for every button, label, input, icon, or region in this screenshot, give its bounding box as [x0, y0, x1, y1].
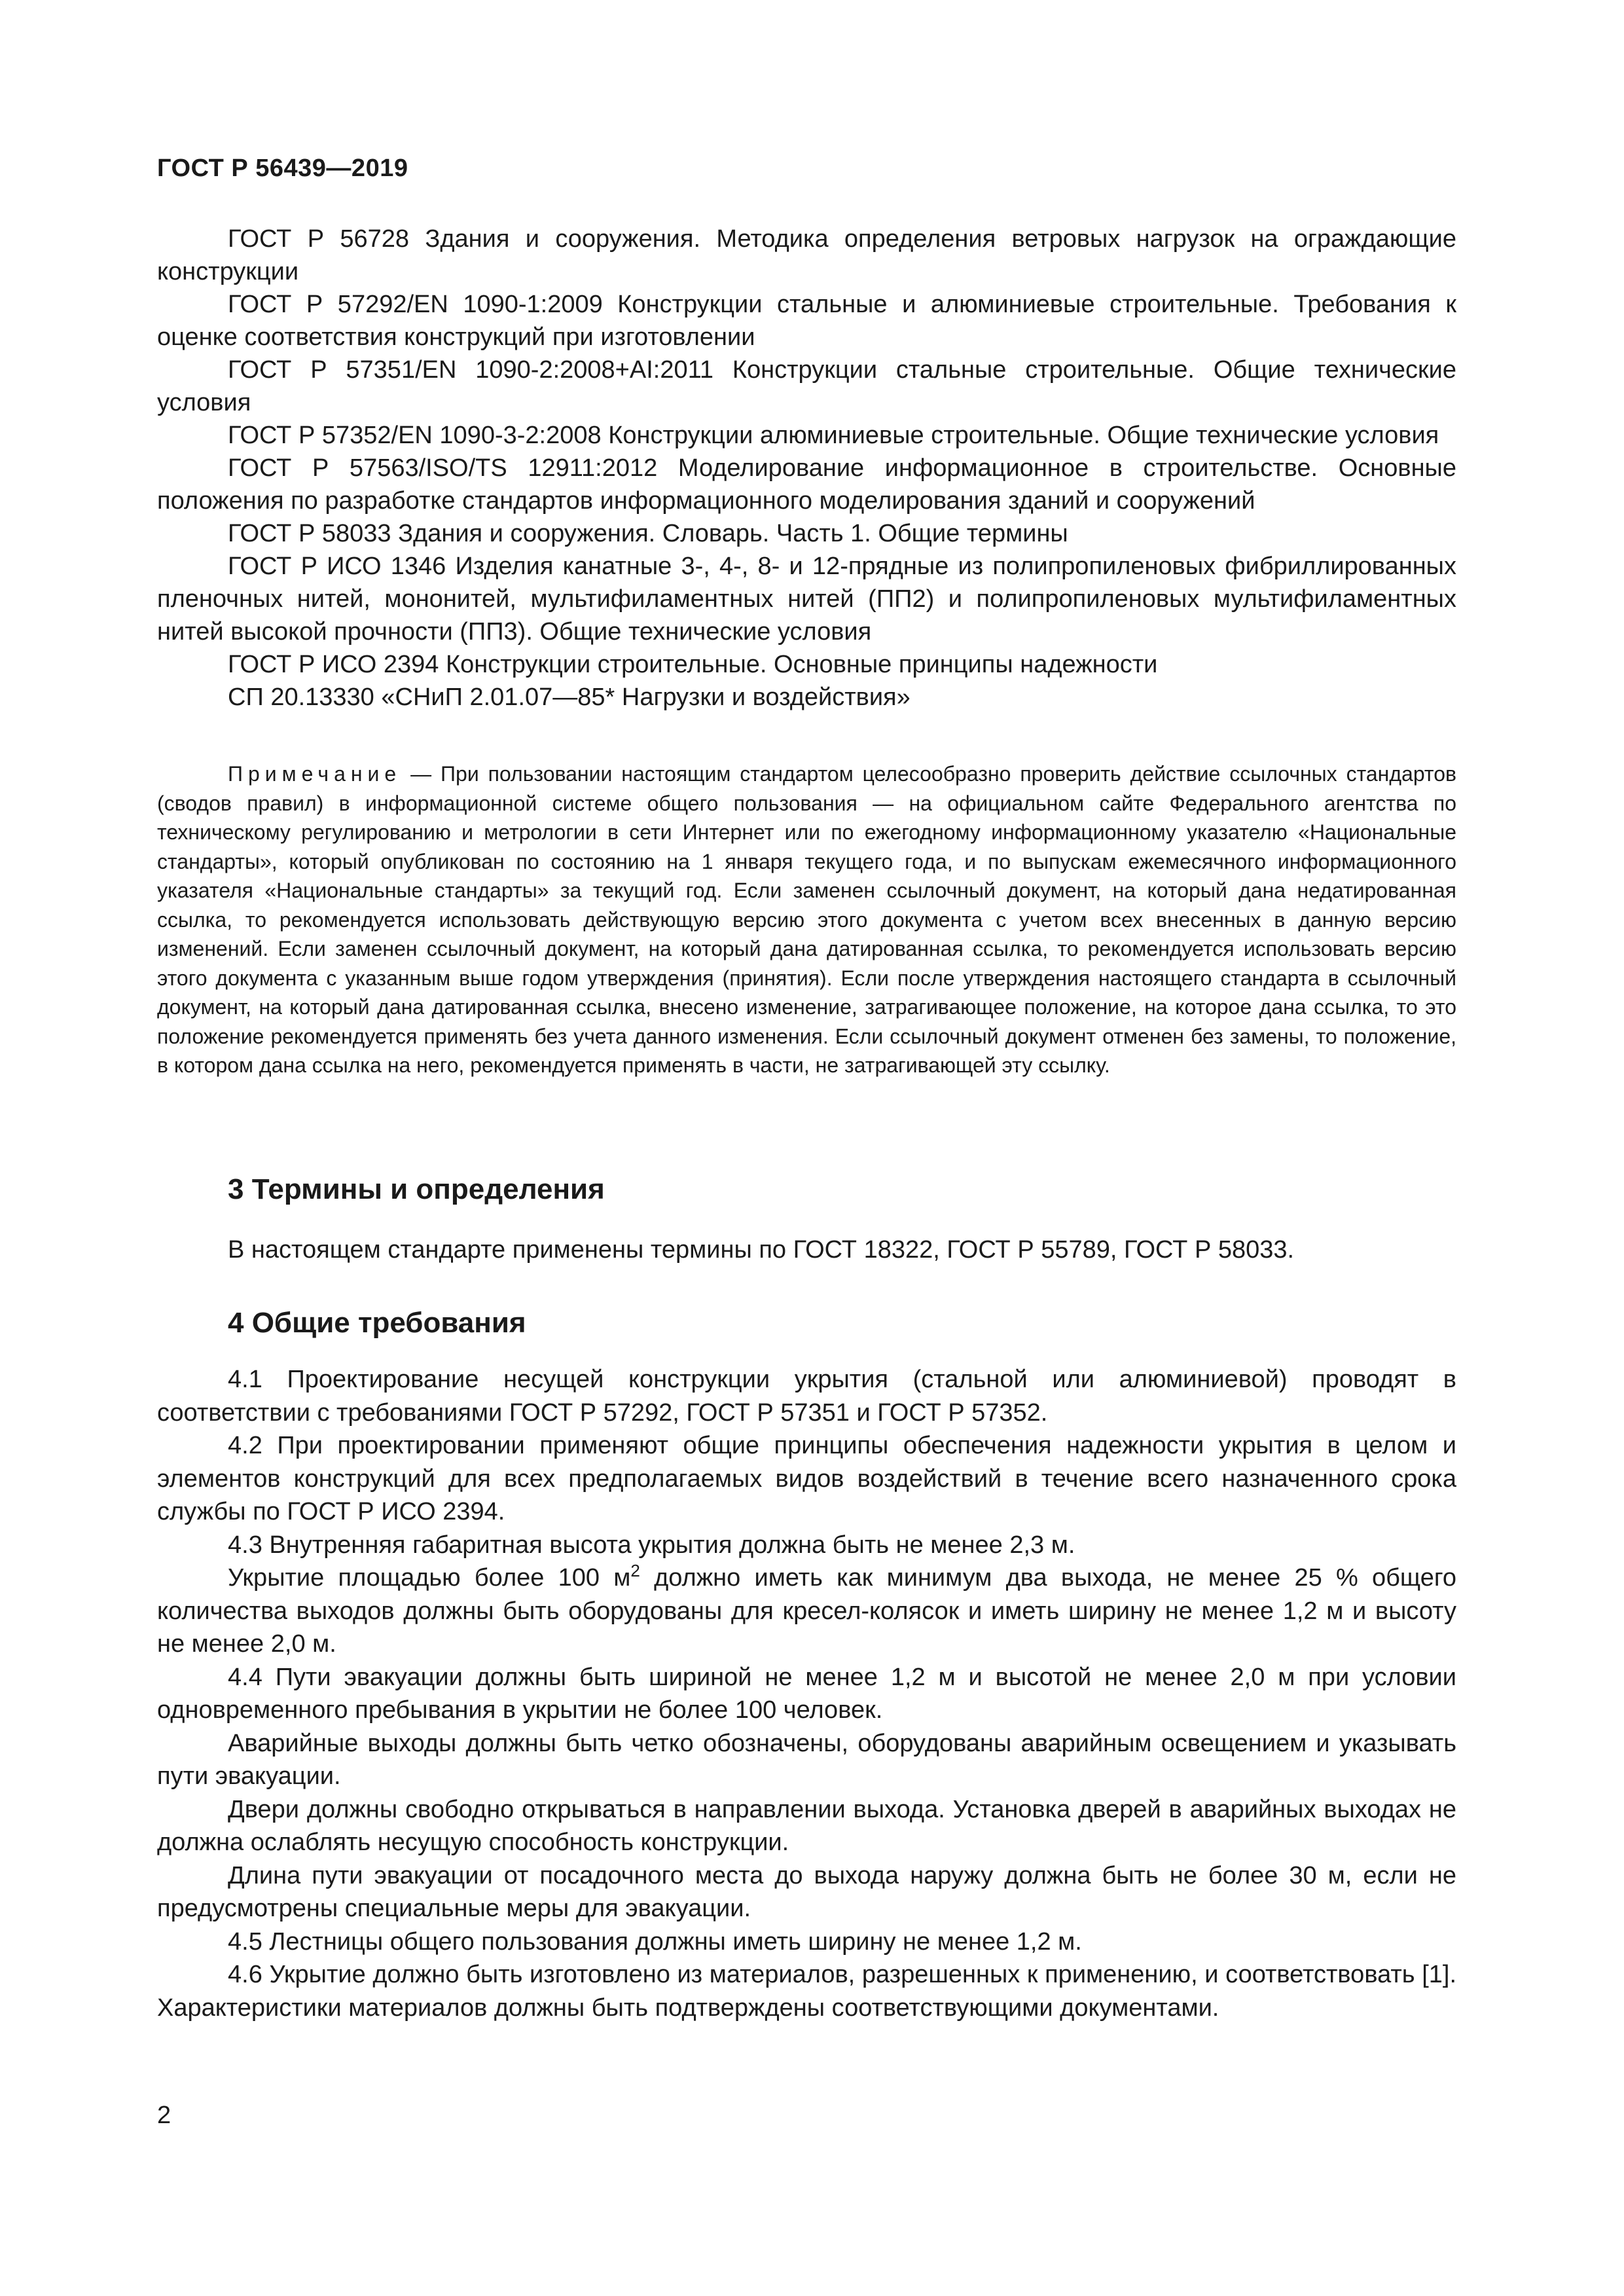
clause-4-6: 4.6 Укрытие должно быть изготовлено из материалов, разрешенных к применению, и соответствовать [1]. Характеристики материалов должны быть подтверждены соответствующими документами.	[157, 1961, 1456, 2022]
exits-text-start: Укрытие площадью более 100 м	[228, 1564, 631, 1592]
references-note	[157, 759, 1456, 1080]
clause-4-4: 4.4 Пути эвакуации должны быть шириной не менее 1,2 м и высотой не менее 2,0 м при условии одновременного пребывания в укрытии не более 100 человек.	[157, 1663, 1456, 1724]
reference-item: ГОСТ Р 57563/ISO/TS 12911:2012 Моделирование информационное в строительстве. Основные положения по разработке стандартов информационного моделирования зданий и сооружений	[157, 454, 1456, 515]
clause-4-1: 4.1 Проектирование несущей конструкции укрытия (стальной или алюминиевой) проводят в соответствии с требованиями ГОСТ Р 57292, ГОСТ Р 57351 и ГОСТ Р 57352.	[157, 1366, 1456, 1427]
superscript-2: 2	[630, 1561, 640, 1580]
clause-4-5: 4.5 Лестницы общего пользования должны иметь ширину не менее 1,2 м.	[228, 1927, 1082, 1956]
page-number: 2	[157, 2102, 171, 2129]
section-3-text: В настоящем стандарте применены термины по ГОСТ 18322, ГОСТ Р 55789, ГОСТ Р 58033.	[228, 1236, 1295, 1264]
section-3-title: 3 Термины и определения	[228, 1173, 605, 1205]
exits-text-end: должно иметь как минимум два выхода, не менее 25 % общего количества выходов должны быть оборудованы для кресел-колясок и иметь ширину не менее 1,2 м и высоту не менее 2,0 м.	[157, 1564, 1456, 1658]
reference-item: СП 20.13330 «СНиП 2.01.07—85* Нагрузки и воздействия»	[228, 683, 911, 711]
normative-references-list	[157, 223, 1456, 714]
reference-item: ГОСТ Р ИСО 2394 Конструкции строительные. Основные принципы надежности	[228, 651, 1158, 678]
note-label: Примечание	[228, 762, 402, 786]
section-4-title: 4 Общие требования	[228, 1307, 526, 1339]
section-4-body	[157, 1363, 1456, 2024]
clause-4-3: 4.3 Внутренняя габаритная высота укрытия должна быть не менее 2,3 м.	[228, 1531, 1075, 1559]
emergency-exits-paragraph: Аварийные выходы должны быть четко обозначены, оборудованы аварийным освещением и указывать пути эвакуации.	[157, 1729, 1456, 1790]
reference-item: ГОСТ Р 57351/EN 1090-2:2008+AI:2011 Конструкции стальные строительные. Общие технические условия	[157, 356, 1456, 416]
doors-paragraph: Двери должны свободно открываться в направлении выхода. Установка дверей в аварийных выходах не должна ослаблять несущую способность конструкции.	[157, 1795, 1456, 1856]
evacuation-length-paragraph: Длина пути эвакуации от посадочного места до выхода наружу должна быть не более 30 м, если не предусмотрены специальные меры для эвакуации.	[157, 1861, 1456, 1922]
document-code: ГОСТ Р 56439—2019	[157, 155, 408, 182]
note-text: — При пользовании настоящим стандартом целесообразно проверить действие ссылочных стандартов (сводов правил) в информационной системе общего пользования — на официальном сайте Федерального агентства по техническому регулированию и метрологии в сети Интернет или по ежегодному информационному указателю «Национальные стандарты», который опубликован по состоянию на 1 января текущего года, и по выпускам ежемесячного информационного указателя «Национальные стандарты» за текущий год. Если заменен ссылочный документ, на который дана недатированная ссылка, то рекомендуется использовать действующую версию этого документа с учетом всех внесенных в данную версию изменений. Если заменен ссылочный документ, на который дана датированная ссылка, то рекомендуется использовать версию этого документа с указанным выше годом утверждения (принятия). Если после утверждения настоящего стандарта в ссылочный документ, на который дана датированная ссылка, внесено изменение, затрагивающее положение, на которое дана ссылка, то это положение рекомендуется применять без учета данного изменения. Если ссылочный документ отменен без замены, то положение, в котором дана ссылка на него, рекомендуется применять в части, не затрагивающей эту ссылку.	[157, 762, 1456, 1077]
reference-item: ГОСТ Р ИСО 1346 Изделия канатные 3-, 4-, 8- и 12-прядные из полипропиленовых фибриллированных пленочных нитей, мононитей, мультифиламентных нитей (ПП2) и полипропиленовых мультифиламентных нитей высокой прочности (ПП3). Общие технические условия	[157, 553, 1456, 646]
reference-item: ГОСТ Р 57292/EN 1090-1:2009 Конструкции стальные и алюминиевые строительные. Требования к оценке соответствия конструкций при изготовлении	[157, 291, 1456, 351]
reference-item: ГОСТ Р 56728 Здания и сооружения. Методика определения ветровых нагрузок на ограждающие конструкции	[157, 225, 1456, 285]
reference-item: ГОСТ Р 58033 Здания и сооружения. Словарь. Часть 1. Общие термины	[228, 520, 1068, 547]
clause-4-3-exits	[157, 1561, 1456, 1661]
clause-4-2: 4.2 При проектировании применяют общие принципы обеспечения надежности укрытия в целом и элементов конструкций для всех предполагаемых видов воздействий в течение всего назначенного срока службы по ГОСТ Р ИСО 2394.	[157, 1432, 1456, 1525]
reference-item: ГОСТ Р 57352/EN 1090-3-2:2008 Конструкции алюминиевые строительные. Общие технические условия	[228, 422, 1439, 449]
